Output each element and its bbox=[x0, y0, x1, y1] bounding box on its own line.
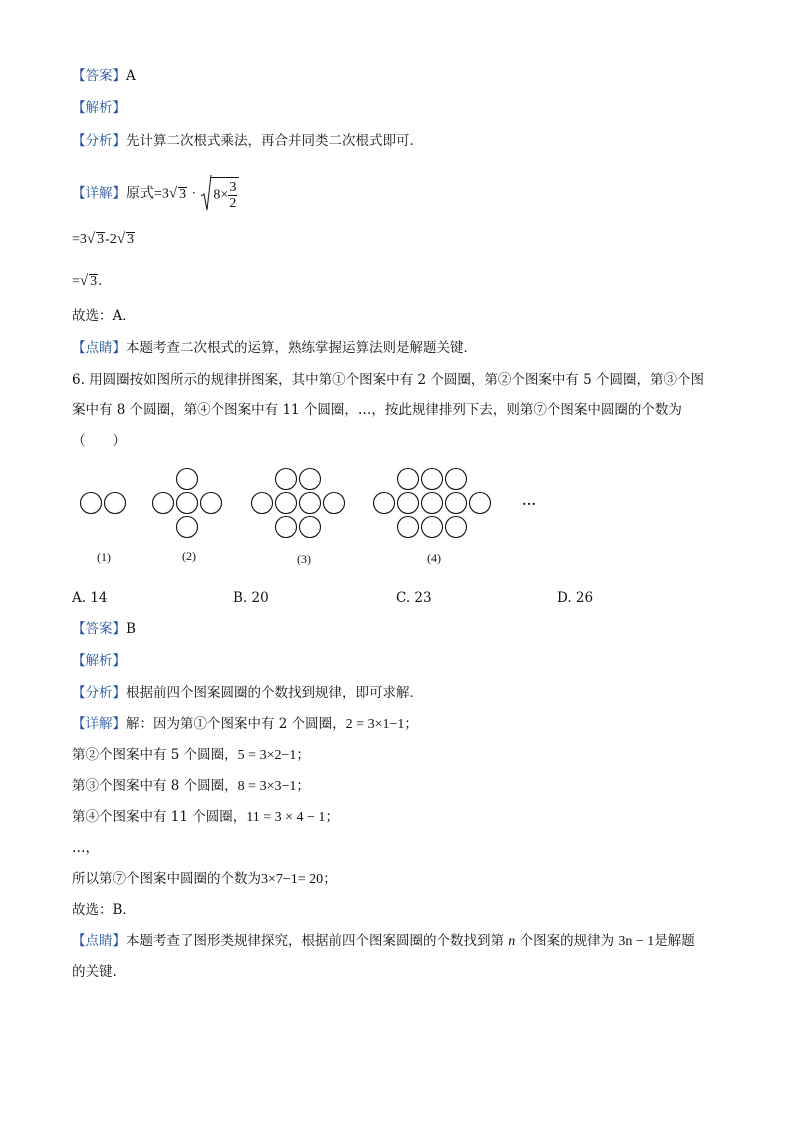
dianjing-text-a: 本题考查了图形类规律探究，根据前四个图案圆圈的个数找到第 bbox=[126, 933, 504, 949]
fraction-numerator: 3 bbox=[229, 180, 237, 195]
option-a: A. 14 bbox=[72, 590, 108, 606]
question-6-paren: （ ） bbox=[72, 433, 126, 449]
semicolon: ； bbox=[296, 747, 310, 763]
dianjing-line-2 bbox=[72, 931, 695, 952]
answer-line bbox=[72, 619, 136, 639]
radicand-3: 3 bbox=[90, 274, 98, 289]
circle bbox=[398, 517, 419, 538]
circle bbox=[300, 469, 321, 490]
circle bbox=[276, 469, 297, 490]
fenxi-text: 根据前四个图案圆圈的个数找到规律，即可求解． bbox=[126, 685, 423, 701]
question-number: 6. bbox=[72, 372, 85, 388]
dianjing-text-c: 是解题 bbox=[654, 933, 695, 949]
fenxi-line bbox=[72, 683, 423, 703]
circle bbox=[276, 517, 297, 538]
circle bbox=[446, 493, 467, 514]
fenxi-tag: 【分析】 bbox=[72, 133, 126, 149]
fenxi-tag: 【分析】 bbox=[72, 685, 126, 701]
expression-3n-1: 3n − 1 bbox=[618, 934, 655, 949]
detail-text: 所以第⑦个图案中圆圈的个数为 bbox=[72, 871, 261, 887]
figure-label-1: (1) bbox=[97, 550, 111, 564]
question-text-1: 用圆圈按如图所示的规律拼图案，其中第①个图案中有 2 个圆圈，第②个图案中有 5 个圆圈，第③个图 bbox=[89, 372, 705, 388]
equation: 2 = 3×1−1 bbox=[345, 717, 405, 732]
analysis-tag: 【解析】 bbox=[72, 100, 126, 116]
semicolon: ； bbox=[296, 778, 310, 794]
semicolon: ； bbox=[325, 809, 339, 825]
detail-text: 第③个图案中有 8 个圆圈， bbox=[72, 778, 238, 794]
pattern-3 bbox=[252, 469, 345, 538]
detail-text: 第④个图案中有 11 个圆圈， bbox=[72, 809, 247, 825]
detail-text: 第②个图案中有 5 个圆圈， bbox=[72, 747, 238, 763]
choose-line-1: 故选：A． bbox=[72, 308, 136, 324]
analysis-heading bbox=[72, 651, 126, 671]
radicand-3: 3 bbox=[127, 232, 135, 247]
circle bbox=[300, 517, 321, 538]
detail-line-1 bbox=[72, 174, 239, 214]
circle bbox=[422, 469, 443, 490]
fraction-3-2 bbox=[228, 180, 237, 211]
radical-sign-icon: √ bbox=[79, 273, 89, 289]
semicolon: ； bbox=[323, 871, 337, 887]
answer-tag: 【答案】 bbox=[72, 68, 126, 84]
equation: 11 = 3 × 4 − 1 bbox=[246, 810, 326, 825]
circle bbox=[81, 493, 102, 514]
option-d: D. 26 bbox=[557, 590, 594, 606]
answer-value: B bbox=[126, 621, 136, 637]
equation: 8 = 3×3−1 bbox=[237, 779, 297, 794]
dianjing-text-b: 个图案的规律为 bbox=[519, 933, 615, 949]
figure-label-3: (3) bbox=[297, 552, 311, 566]
radical-sign-icon: √ bbox=[168, 185, 178, 202]
detail-text: 解：因为第①个图案中有 2 个圆圈， bbox=[126, 716, 346, 732]
radicand-8x: 8× bbox=[213, 187, 229, 203]
fraction-denominator: 2 bbox=[229, 196, 237, 211]
detail-tag: 【详解】 bbox=[72, 716, 126, 732]
dianjing-text: 本题考查二次根式的运算，熟练掌握运算法则是解题关键． bbox=[126, 340, 477, 356]
expr-line3-suffix: ． bbox=[98, 273, 112, 289]
option-b: B. 20 bbox=[233, 590, 269, 606]
fenxi-text: 先计算二次根式乘法，再合并同类二次根式即可． bbox=[126, 133, 423, 149]
question-6-line-1 bbox=[72, 370, 704, 390]
circle bbox=[422, 517, 443, 538]
circle bbox=[177, 493, 198, 514]
variable-n: n bbox=[508, 934, 516, 949]
fenxi-line bbox=[72, 131, 423, 151]
radical-sign-icon: √ bbox=[116, 231, 126, 247]
big-radical bbox=[200, 174, 239, 214]
circle bbox=[300, 493, 321, 514]
expr-line2-mid: -2 bbox=[105, 232, 117, 247]
circle bbox=[398, 493, 419, 514]
detail-line-3 bbox=[72, 271, 112, 292]
circle bbox=[324, 493, 345, 514]
figure-label-4: (4) bbox=[427, 551, 441, 565]
dianjing-tag: 【点睛】 bbox=[72, 340, 126, 356]
circle bbox=[177, 517, 198, 538]
radical-sign-icon: √ bbox=[86, 231, 96, 247]
circle bbox=[276, 493, 297, 514]
detail2-line-4 bbox=[72, 807, 339, 828]
detail-line-2 bbox=[72, 229, 135, 250]
expr-prefix: 原式=3 bbox=[126, 186, 169, 202]
circle bbox=[422, 493, 443, 514]
radicand-3: 3 bbox=[97, 232, 105, 247]
answer-line bbox=[72, 66, 136, 86]
pattern-2 bbox=[153, 469, 222, 538]
circle bbox=[252, 493, 273, 514]
detail-tag: 【详解】 bbox=[72, 185, 126, 202]
question-6-line-2: 案中有 8 个圆圈，第④个图案中有 11 个圆圈，…，按此规律排列下去，则第⑦个图案中圆圈的个数为 bbox=[72, 402, 682, 418]
answer-value: A bbox=[126, 68, 136, 84]
circle bbox=[201, 493, 222, 514]
detail2-line-2 bbox=[72, 745, 310, 766]
answer-tag: 【答案】 bbox=[72, 621, 126, 637]
dianjing-line-1 bbox=[72, 338, 477, 358]
circle bbox=[105, 493, 126, 514]
circle bbox=[398, 469, 419, 490]
detail2-line-5: …， bbox=[72, 840, 99, 856]
detail2-line-3 bbox=[72, 776, 310, 797]
circle bbox=[153, 493, 174, 514]
big-radicand bbox=[211, 177, 239, 211]
dianjing-tag: 【点睛】 bbox=[72, 933, 126, 949]
expr-line2-prefix: =3 bbox=[72, 232, 87, 247]
choose-line-2: 故选：B． bbox=[72, 902, 136, 918]
analysis-heading bbox=[72, 98, 126, 118]
circle-pattern-figure bbox=[0, 460, 794, 550]
figure-label-2: (2) bbox=[182, 549, 196, 563]
dot-operator: · bbox=[191, 186, 197, 202]
circle bbox=[470, 493, 491, 514]
circle bbox=[374, 493, 395, 514]
radicand-3: 3 bbox=[179, 186, 187, 202]
circle bbox=[446, 517, 467, 538]
equation: 5 = 3×2−1 bbox=[237, 748, 297, 763]
expr-line3-prefix: = bbox=[72, 274, 80, 289]
circle bbox=[446, 469, 467, 490]
analysis-tag: 【解析】 bbox=[72, 653, 126, 669]
pattern-4 bbox=[374, 469, 491, 538]
equation: 3×7−1= 20 bbox=[261, 872, 324, 887]
detail2-line-1 bbox=[72, 714, 418, 735]
pattern-1 bbox=[81, 493, 126, 514]
option-c: C. 23 bbox=[396, 590, 432, 606]
semicolon: ； bbox=[404, 716, 418, 732]
figure-ellipsis: … bbox=[522, 494, 536, 509]
dianjing-line-2b: 的关键. bbox=[72, 964, 117, 980]
detail2-line-6 bbox=[72, 869, 337, 890]
circle bbox=[177, 469, 198, 490]
